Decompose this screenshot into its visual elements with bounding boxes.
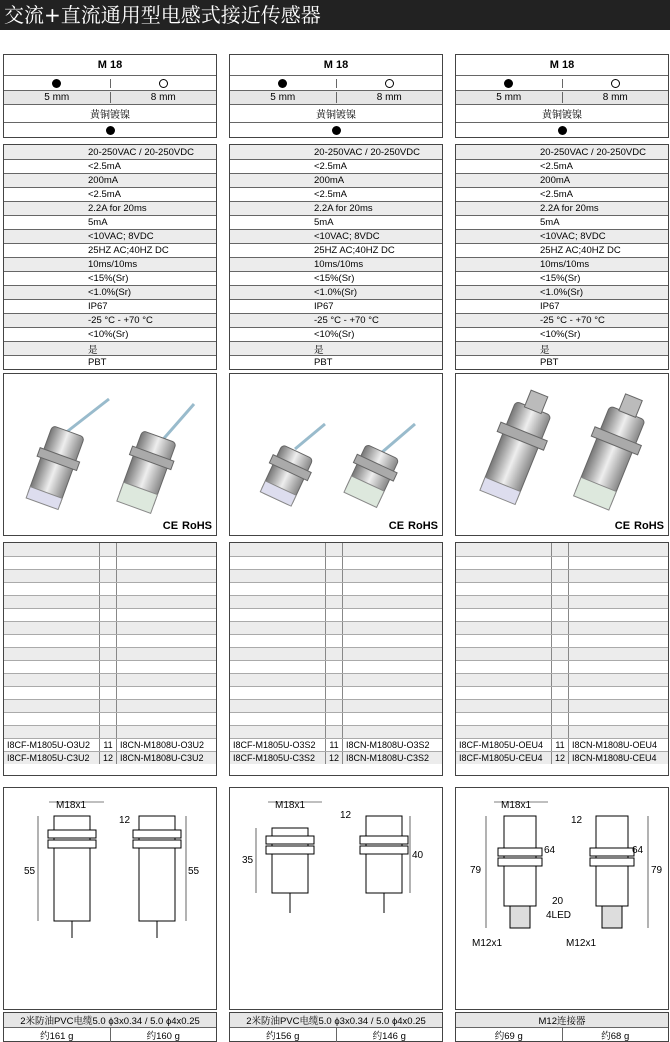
sensing-5mm: 5 mm — [44, 92, 70, 103]
order-row — [456, 751, 668, 764]
spec-table — [3, 144, 217, 370]
connector-left: M12x1 — [472, 938, 503, 949]
order-row — [4, 751, 216, 764]
spec-row: 200mA — [230, 173, 442, 187]
spec-row: 10ms/10ms — [4, 257, 216, 271]
thread-label: M18x1 — [275, 800, 306, 811]
model-label: M 18 — [97, 59, 123, 71]
thread-label: M18x1 — [501, 800, 532, 811]
ce-icon: CE — [614, 520, 631, 532]
spec-row: <10VAC; 8VDC — [4, 229, 216, 243]
order-code: I8CN-M1808U-O3U2 — [120, 740, 205, 750]
led-length: 20 — [552, 896, 564, 907]
spec-row: <2.5mA — [230, 187, 442, 201]
total-length-left: 79 — [470, 865, 482, 876]
led-label: 4LED — [546, 910, 572, 921]
spec-row: -25 °C - +70 °C — [230, 313, 442, 327]
ce-icon: CE — [162, 520, 179, 532]
spec-row: <2.5mA — [4, 159, 216, 173]
rohs-label: RoHS — [408, 520, 438, 532]
length-right: 64 — [632, 845, 644, 856]
mount-type-row — [4, 75, 216, 90]
nonflush-dot-icon — [110, 79, 217, 88]
product-photo — [3, 373, 217, 536]
footer-table — [3, 1012, 217, 1042]
spec-row: 5mA — [456, 215, 668, 229]
thread-label: M18x1 — [56, 800, 87, 811]
order-code: I8CF-M1805U-CEU4 — [456, 752, 552, 764]
order-index: 11 — [326, 739, 343, 751]
spec-row: 是 — [456, 341, 668, 355]
connector-right: M12x1 — [566, 938, 597, 949]
total-length-right: 79 — [651, 865, 663, 876]
weight-row — [4, 1027, 216, 1041]
header-box — [455, 54, 669, 138]
order-index: 12 — [100, 752, 117, 764]
order-code: I8CF-M1805U-O3S2 — [230, 739, 326, 751]
order-code: I8CN-M1808U-OEU4 — [572, 740, 658, 750]
weight-left: 约69 g — [494, 1030, 523, 1042]
flush-dot-icon — [456, 79, 562, 88]
dimension-drawing — [229, 787, 443, 1010]
order-code: I8CN-M1808U-C3U2 — [120, 753, 204, 763]
spec-row: 2.2A for 20ms — [456, 201, 668, 215]
spec-row: 5mA — [4, 215, 216, 229]
sensing-8mm: 8 mm — [336, 92, 443, 103]
sensor-cable-image — [4, 374, 216, 535]
sensor-short-cable-image — [230, 374, 442, 535]
spec-row: <2.5mA — [4, 187, 216, 201]
order-row — [456, 738, 668, 751]
material-label: 黄铜镀镍 — [4, 104, 216, 122]
spec-row: 200mA — [4, 173, 216, 187]
length-left: 55 — [24, 866, 36, 877]
cable-spec: 2米防油PVC电缆5.0 ϕ3x0.34 / 5.0 ϕ4x0.25 — [230, 1013, 442, 1027]
sensing-8mm: 8 mm — [562, 92, 669, 103]
rohs-label: RoHS — [182, 520, 212, 532]
dimension-drawing — [3, 787, 217, 1010]
spec-row: <15%(Sr) — [4, 271, 216, 285]
spec-row: <15%(Sr) — [230, 271, 442, 285]
spec-row: PBT — [4, 355, 216, 369]
material-dot-icon — [456, 122, 668, 137]
spec-row: <10%(Sr) — [4, 327, 216, 341]
weight-left: 约161 g — [40, 1030, 74, 1042]
flush-dot-icon — [230, 79, 336, 88]
spec-row: IP67 — [456, 299, 668, 313]
order-code: I8CF-M1805U-OEU4 — [456, 739, 552, 751]
header-box — [3, 54, 217, 138]
model-label: M 18 — [549, 59, 575, 71]
spec-row: 2.2A for 20ms — [230, 201, 442, 215]
spec-row: PBT — [230, 355, 442, 369]
spec-row: 25HZ AC;40HZ DC — [456, 243, 668, 257]
spec-row: 是 — [230, 341, 442, 355]
product-column-connector-u4 — [455, 54, 669, 1042]
cable-spec: M12连接器 — [456, 1013, 668, 1027]
order-table — [3, 542, 217, 776]
order-index: 12 — [326, 752, 343, 764]
cert-marks — [611, 520, 664, 532]
sensing-5mm: 5 mm — [496, 92, 522, 103]
order-code: I8CF-M1805U-C3U2 — [4, 752, 100, 764]
spec-row: 20-250VAC / 20-250VDC — [456, 145, 668, 159]
spec-row: PBT — [456, 355, 668, 369]
spec-row: 20-250VAC / 20-250VDC — [230, 145, 442, 159]
length-left: 35 — [242, 855, 254, 866]
spec-row: <10%(Sr) — [456, 327, 668, 341]
spec-row: <10VAC; 8VDC — [456, 229, 668, 243]
length-left: 64 — [544, 845, 556, 856]
order-code: I8CF-M1805U-O3U2 — [4, 739, 100, 751]
spec-row: -25 °C - +70 °C — [4, 313, 216, 327]
spec-row: IP67 — [4, 299, 216, 313]
spec-row: <2.5mA — [456, 159, 668, 173]
footer-table — [229, 1012, 443, 1042]
weight-row — [230, 1027, 442, 1041]
spec-row: <1.0%(Sr) — [230, 285, 442, 299]
order-row — [230, 751, 442, 764]
weight-right: 约68 g — [562, 1028, 669, 1042]
sensing-8mm: 8 mm — [110, 92, 217, 103]
spec-row: 10ms/10ms — [456, 257, 668, 271]
sensing-distance-row — [456, 90, 668, 104]
nonflush-dot-icon — [562, 79, 669, 88]
sensing-5mm: 5 mm — [270, 92, 296, 103]
length-right: 55 — [188, 866, 200, 877]
product-column-cable-s2 — [229, 54, 443, 1042]
nut-offset: 12 — [571, 815, 583, 826]
spec-row: 25HZ AC;40HZ DC — [4, 243, 216, 257]
rohs-label: RoHS — [634, 520, 664, 532]
mount-type-row — [230, 75, 442, 90]
spec-row: IP67 — [230, 299, 442, 313]
spec-row: 2.2A for 20ms — [4, 201, 216, 215]
product-photo — [455, 373, 669, 536]
cable-spec: 2米防油PVC电缆5.0 ϕ3x0.34 / 5.0 ϕ4x0.25 — [4, 1013, 216, 1027]
mount-type-row — [456, 75, 668, 90]
order-table — [455, 542, 669, 776]
spec-row: <15%(Sr) — [456, 271, 668, 285]
weight-right: 约146 g — [336, 1028, 443, 1042]
material-dot-icon — [230, 122, 442, 137]
material-dot-icon — [4, 122, 216, 137]
header-box — [229, 54, 443, 138]
length-right: 40 — [412, 850, 424, 861]
order-index: 12 — [552, 752, 569, 764]
page-title: 交流+直流通用型电感式接近传感器 — [0, 0, 670, 30]
order-index: 11 — [100, 739, 117, 751]
spec-row: <2.5mA — [230, 159, 442, 173]
material-label: 黄铜镀镍 — [456, 104, 668, 122]
spec-row: 10ms/10ms — [230, 257, 442, 271]
weight-row — [456, 1027, 668, 1041]
spec-row: <1.0%(Sr) — [4, 285, 216, 299]
sensing-distance-row — [4, 90, 216, 104]
sensor-connector-image — [456, 374, 668, 535]
spec-row: <1.0%(Sr) — [456, 285, 668, 299]
cert-marks — [159, 520, 212, 532]
weight-left: 约156 g — [266, 1030, 300, 1042]
model-label: M 18 — [323, 59, 349, 71]
footer-table — [455, 1012, 669, 1042]
nut-offset: 12 — [340, 810, 352, 821]
order-row — [4, 738, 216, 751]
spec-row: 200mA — [456, 173, 668, 187]
spec-table — [229, 144, 443, 370]
dimension-drawing — [455, 787, 669, 1010]
spec-row: <10VAC; 8VDC — [230, 229, 442, 243]
ce-icon: CE — [388, 520, 405, 532]
spec-row: -25 °C - +70 °C — [456, 313, 668, 327]
product-column-cable-u2 — [3, 54, 217, 1042]
sensing-distance-row — [230, 90, 442, 104]
product-photo — [229, 373, 443, 536]
order-code: I8CN-M1808U-O3S2 — [346, 740, 430, 750]
order-index: 11 — [552, 739, 569, 751]
spec-row: 是 — [4, 341, 216, 355]
order-row — [230, 738, 442, 751]
material-label: 黄铜镀镍 — [230, 104, 442, 122]
cert-marks — [385, 520, 438, 532]
weight-right: 约160 g — [110, 1028, 217, 1042]
nut-offset: 12 — [119, 815, 131, 826]
spec-table — [455, 144, 669, 370]
nonflush-dot-icon — [336, 79, 443, 88]
order-code: I8CN-M1808U-CEU4 — [572, 753, 657, 763]
spec-row: <2.5mA — [456, 187, 668, 201]
spec-row: 5mA — [230, 215, 442, 229]
flush-dot-icon — [4, 79, 110, 88]
order-code: I8CN-M1808U-C3S2 — [346, 753, 430, 763]
order-code: I8CF-M1805U-C3S2 — [230, 752, 326, 764]
order-table — [229, 542, 443, 776]
spec-row: <10%(Sr) — [230, 327, 442, 341]
spec-row: 20-250VAC / 20-250VDC — [4, 145, 216, 159]
spec-row: 25HZ AC;40HZ DC — [230, 243, 442, 257]
